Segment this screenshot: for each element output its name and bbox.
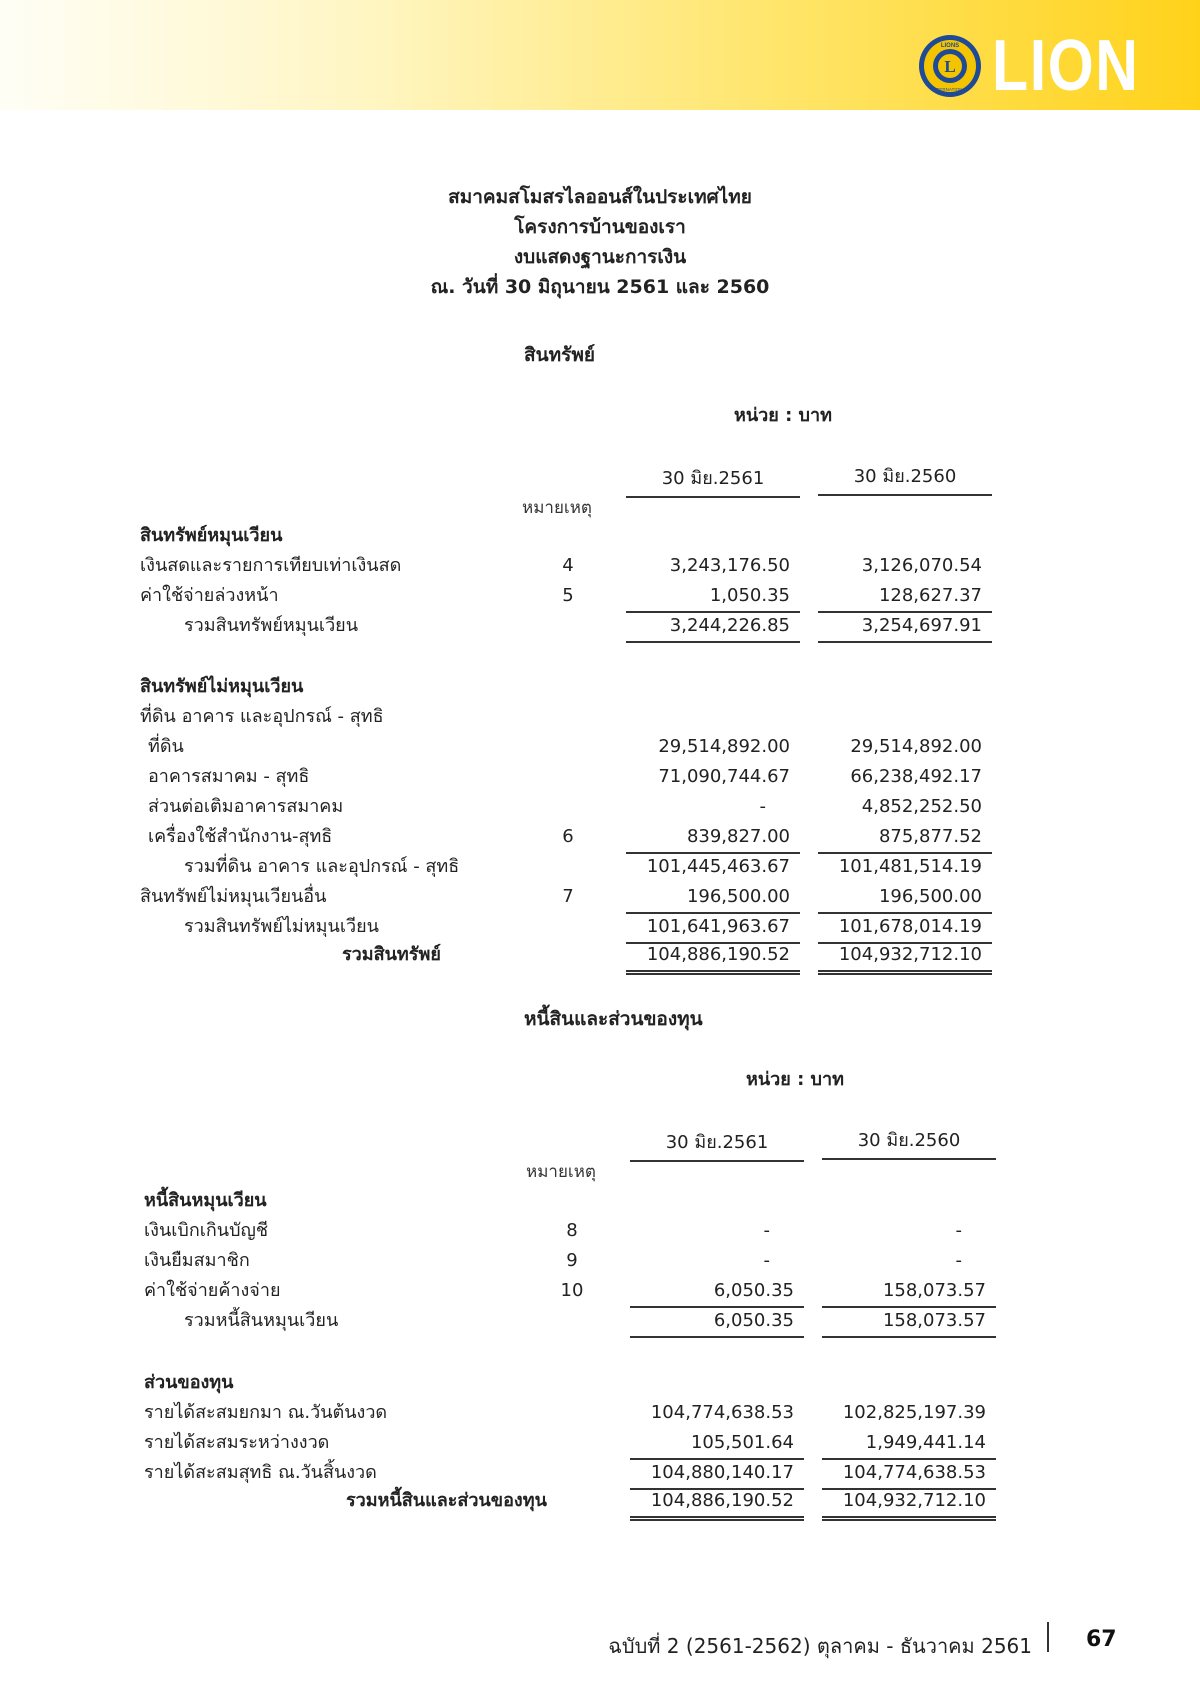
row-label: รวมสินทรัพย์ไม่หมุนเวียน [184, 916, 379, 937]
title-org: สมาคมสโมสรไลออนส์ในประเทศไทย [448, 186, 752, 208]
liabilities-unit: หน่วย : บาท [746, 1069, 844, 1090]
row-label: สินทรัพย์ไม่หมุนเวียนอื่น [140, 886, 327, 907]
row-label: เงินเบิกเกินบัญชี [144, 1220, 269, 1241]
row-value-2561: 6,050.35 [630, 1306, 804, 1338]
row-value-2560: 101,678,014.19 [818, 912, 992, 944]
row-value-2560: 104,774,638.53 [822, 1458, 996, 1490]
row-value-2560: 101,481,514.19 [838, 856, 982, 877]
liabilities-note-header: หมายเหตุ [526, 1162, 596, 1182]
row-label: รายได้สะสมระหว่างงวด [144, 1432, 330, 1453]
row-label: เงินยืมสมาชิก [144, 1250, 250, 1271]
footer-divider [1047, 1622, 1049, 1652]
table-row [0, 1398, 1200, 1428]
emblem-letter: L [944, 57, 956, 76]
row-value-2560: 196,500.00 [818, 882, 992, 914]
row-label: ส่วนของทุน [144, 1372, 234, 1393]
row-value-2560: 104,932,712.10 [818, 940, 992, 975]
assets-note-header: หมายเหตุ [522, 498, 592, 518]
row-label: ส่วนต่อเติมอาคารสมาคม [148, 796, 344, 817]
table-row [0, 1458, 1200, 1488]
row-value-2560: 158,073.57 [822, 1306, 996, 1338]
row-value-2560: 1,949,441.14 [822, 1428, 996, 1460]
row-note: 9 [566, 1250, 578, 1271]
lions-emblem-icon [918, 34, 982, 98]
row-value-2561: - [759, 796, 766, 817]
row-value-2560: 66,238,492.17 [850, 766, 982, 787]
table-row [0, 702, 1200, 732]
table-row [0, 762, 1200, 792]
table-row [0, 940, 1200, 970]
table-row [0, 611, 1200, 641]
brand-wordmark: LION [992, 26, 1140, 106]
table-row [0, 1428, 1200, 1458]
row-label: สินทรัพย์ไม่หมุนเวียน [140, 676, 304, 697]
table-row [0, 1486, 1200, 1516]
row-value-2560: - [955, 1220, 962, 1241]
table-row [0, 1276, 1200, 1306]
row-value-2561: 71,090,744.67 [658, 766, 790, 787]
row-value-2560: 4,852,252.50 [861, 796, 982, 817]
liabilities-col1-header: 30 มิย.2561 [630, 1127, 804, 1162]
row-label: หนี้สินหมุนเวียน [144, 1190, 267, 1211]
table-row [0, 792, 1200, 822]
row-label: รวมหนี้สินหมุนเวียน [184, 1310, 339, 1331]
row-value-2561: 104,880,140.17 [630, 1458, 804, 1490]
row-value-2561: 1,050.35 [626, 581, 800, 613]
assets-unit: หน่วย : บาท [734, 405, 832, 426]
table-row [0, 852, 1200, 882]
header-banner [0, 0, 1200, 110]
row-value-2561: 839,827.00 [626, 822, 800, 854]
assets-col1-header: 30 มิย.2561 [626, 463, 800, 498]
assets-col2-header: 30 มิย.2560 [818, 461, 992, 496]
page-number: 67 [1086, 1627, 1117, 1652]
row-value-2560: 104,932,712.10 [822, 1486, 996, 1521]
table-row [0, 1216, 1200, 1246]
row-note: 4 [562, 555, 574, 576]
row-label: ค่าใช้จ่ายล่วงหน้า [140, 585, 279, 606]
title-project: โครงการบ้านของเรา [514, 216, 686, 238]
row-label: รวมสินทรัพย์หมุนเวียน [184, 615, 359, 636]
row-label: รวมหนี้สินและส่วนของทุน [346, 1490, 547, 1511]
row-value-2561: 3,244,226.85 [626, 611, 800, 643]
row-label: เครื่องใช้สำนักงาน-สุทธิ [148, 826, 333, 847]
row-value-2561: - [763, 1250, 770, 1271]
table-row [0, 1246, 1200, 1276]
liabilities-col2-header: 30 มิย.2560 [822, 1125, 996, 1160]
title-date: ณ. วันที่ 30 มิถุนายน 2561 และ 2560 [430, 276, 770, 298]
table-row [0, 882, 1200, 912]
table-row [0, 822, 1200, 852]
row-value-2560: - [955, 1250, 962, 1271]
row-value-2561: 3,243,176.50 [669, 555, 790, 576]
row-value-2561: 29,514,892.00 [658, 736, 790, 757]
row-value-2561: 101,641,963.67 [626, 912, 800, 944]
row-value-2560: 158,073.57 [822, 1276, 996, 1308]
row-label: รายได้สะสมยกมา ณ.วันต้นงวด [144, 1402, 388, 1423]
liabilities-section-title: หนี้สินและส่วนของทุน [524, 1008, 703, 1030]
row-label: อาคารสมาคม - สุทธิ [148, 766, 310, 787]
table-row [0, 521, 1200, 551]
row-value-2561: - [763, 1220, 770, 1241]
row-value-2561: 101,445,463.67 [646, 856, 790, 877]
footer-issue: ฉบับที่ 2 (2561-2562) ตุลาคม - ธันวาคม 2561 [608, 1634, 1032, 1658]
row-note: 5 [562, 585, 574, 606]
row-label: รายได้สะสมสุทธิ ณ.วันสิ้นงวด [144, 1462, 377, 1483]
row-note: 8 [566, 1220, 578, 1241]
table-row [0, 1368, 1200, 1398]
emblem-bottom-text: INTERNATIONAL [932, 87, 968, 92]
row-value-2560: 3,126,070.54 [861, 555, 982, 576]
table-row [0, 1186, 1200, 1216]
row-value-2560: 3,254,697.91 [818, 611, 992, 643]
row-label: ที่ดิน อาคาร และอุปกรณ์ - สุทธิ [140, 706, 384, 727]
row-note: 10 [560, 1280, 584, 1301]
row-value-2561: 105,501.64 [630, 1428, 804, 1460]
document-title [300, 182, 900, 302]
table-row [0, 581, 1200, 611]
row-value-2560: 29,514,892.00 [850, 736, 982, 757]
title-statement: งบแสดงฐานะการเงิน [513, 246, 687, 268]
table-row [0, 912, 1200, 942]
row-note: 6 [562, 826, 574, 847]
row-value-2560: 102,825,197.39 [842, 1402, 986, 1423]
row-value-2561: 104,886,190.52 [626, 940, 800, 975]
row-value-2560: 875,877.52 [818, 822, 992, 854]
row-note: 7 [562, 886, 574, 907]
emblem-top-text: LIONS [940, 43, 960, 49]
table-row [0, 1306, 1200, 1336]
row-value-2561: 6,050.35 [630, 1276, 804, 1308]
table-row [0, 551, 1200, 581]
row-label: รวมสินทรัพย์ [342, 944, 441, 965]
row-value-2561: 196,500.00 [626, 882, 800, 914]
table-row [0, 732, 1200, 762]
row-label: เงินสดและรายการเทียบเท่าเงินสด [140, 555, 402, 576]
row-label: รวมที่ดิน อาคาร และอุปกรณ์ - สุทธิ [184, 856, 460, 877]
assets-section-title: สินทรัพย์ [524, 344, 595, 366]
row-label: สินทรัพย์หมุนเวียน [140, 525, 283, 546]
row-label: ที่ดิน [148, 736, 184, 757]
row-value-2561: 104,886,190.52 [630, 1486, 804, 1521]
row-value-2561: 104,774,638.53 [650, 1402, 794, 1423]
row-value-2560: 128,627.37 [818, 581, 992, 613]
row-label: ค่าใช้จ่ายค้างจ่าย [144, 1280, 281, 1301]
table-row [0, 672, 1200, 702]
